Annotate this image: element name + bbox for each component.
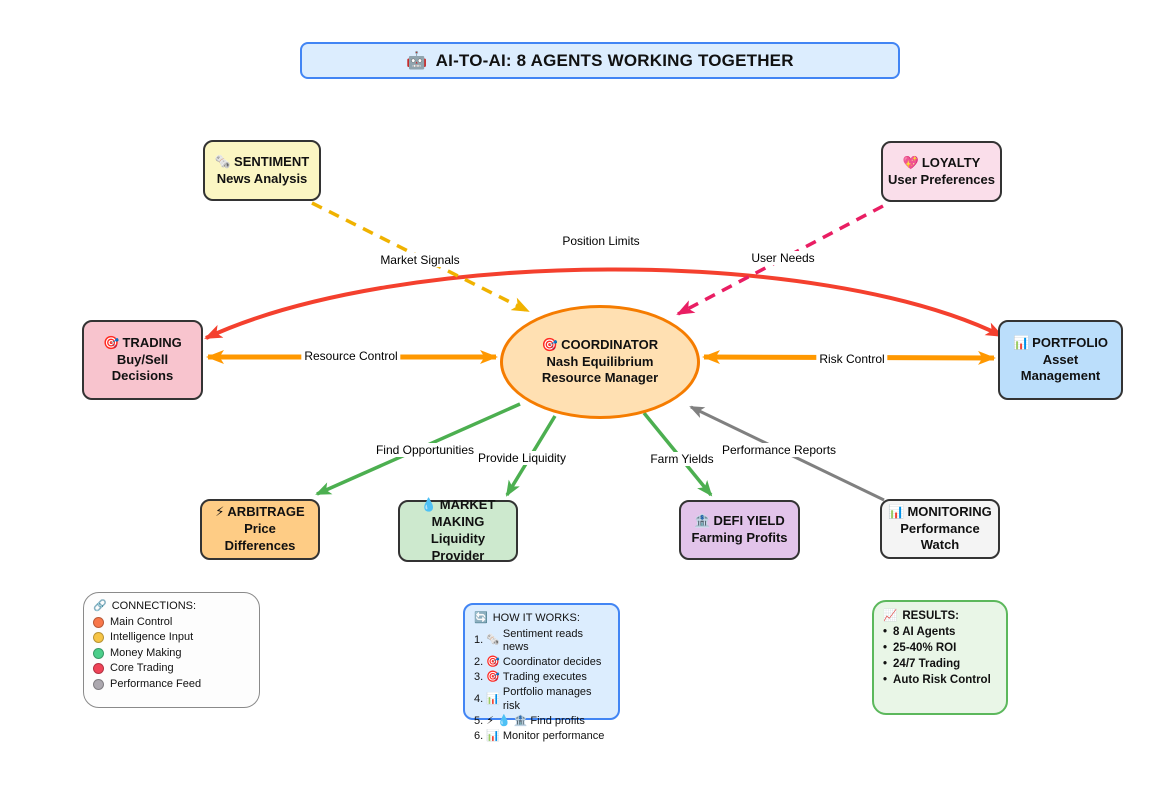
target-icon: 🎯 (541, 336, 559, 352)
result-item-risk: • Auto Risk Control (883, 674, 991, 686)
how-step-4: 4. 📊 Portfolio manages risk (474, 686, 592, 712)
how-step-6: 6. 📊 Monitor performance (474, 729, 605, 742)
how-it-works-title: 🔄 HOW IT WORKS: (474, 612, 580, 624)
how-step-1: 1. 🗞️ Sentiment reads news (474, 627, 583, 653)
how-step-5: 5. ⚡ 💧 🏦 Find profits (474, 714, 585, 727)
target-icon: 🎯 (486, 671, 500, 683)
connections-legend (83, 592, 260, 708)
edge-label-farm-yields: Farm Yields (647, 452, 716, 466)
node-trading (82, 320, 203, 400)
node-defi-yield (679, 500, 800, 560)
legend-item-money-making: Money Making (93, 647, 250, 661)
bar-chart-icon: 📊 (888, 503, 905, 519)
edge-label-resource-control: Resource Control (301, 349, 400, 363)
newspaper-icon: 🗞️ (214, 153, 232, 169)
legend-item-main-control: Main Control (93, 616, 250, 630)
bullet: • (883, 642, 888, 654)
droplet-icon: 💧 (420, 497, 437, 513)
robot-icon: 🤖 (406, 50, 428, 70)
node-portfolio (998, 320, 1123, 400)
chart-increasing-icon: 📈 (883, 610, 898, 622)
heart-icon: 💖 (902, 154, 919, 170)
node-sentiment-subtitle: News Analysis (216, 170, 308, 186)
red-circle-icon (93, 663, 104, 674)
legend-item-core-trading: Core Trading (93, 662, 250, 676)
node-market-making (398, 497, 518, 563)
bar-chart-icon: 📊 (1012, 334, 1030, 350)
node-trading-title: 🎯 TRADING (103, 334, 182, 350)
result-item-trading: • 24/7 Trading (883, 658, 961, 670)
node-coordinator-line2: Nash Equilibrium (546, 353, 654, 369)
target-icon: 🎯 (486, 656, 500, 668)
bullet: • (883, 658, 888, 670)
how-step-2: 2. 🎯 Coordinator decides (474, 656, 602, 668)
node-coordinator (500, 305, 700, 419)
results-panel (872, 600, 1008, 715)
node-loyalty-subtitle: User Preferences (888, 171, 995, 187)
edge-label-provide-liquidity: Provide Liquidity (475, 451, 569, 465)
node-portfolio-title: 📊 PORTFOLIO (1012, 334, 1109, 350)
connections-legend-title: 🔗 CONNECTIONS: (93, 600, 197, 612)
node-monitoring (880, 499, 1000, 559)
node-portfolio-subtitle: Asset Management (1020, 351, 1101, 384)
edge-label-performance-reports: Performance Reports (719, 443, 839, 457)
node-monitoring-subtitle: Performance Watch (900, 520, 980, 553)
how-it-works-panel (463, 603, 620, 742)
node-loyalty (881, 141, 1002, 202)
bar-chart-icon: 📊 (486, 692, 500, 705)
node-defi-yield-subtitle: Farming Profits (691, 530, 788, 545)
bar-chart-icon: 📊 (486, 729, 500, 742)
node-arbitrage-subtitle: Price Differences (224, 521, 296, 553)
bullet: • (883, 674, 888, 686)
yellow-circle-icon (93, 632, 104, 643)
orange-circle-icon (93, 617, 104, 628)
node-market-making-title: 💧 MARKET MAKING (420, 497, 496, 530)
result-item-roi: • 25-40% ROI (883, 642, 957, 654)
node-sentiment-title: 🗞️ SENTIMENT (214, 153, 310, 169)
how-step-3: 3. 🎯 Trading executes (474, 671, 587, 683)
bank-icon: 🏦 (694, 513, 711, 529)
green-circle-icon (93, 648, 104, 659)
edge-label-market-signals: Market Signals (377, 253, 462, 267)
edge-label-user-needs: User Needs (748, 251, 817, 265)
node-defi-yield-title: 🏦 DEFI YIELD (694, 513, 785, 529)
node-arbitrage-title: ⚡ ARBITRAGE (215, 504, 305, 520)
node-sentiment (203, 140, 321, 201)
node-monitoring-title: 📊 MONITORING (888, 503, 992, 519)
newspaper-icon: 🗞️ (486, 634, 500, 647)
edge-label-risk-control: Risk Control (816, 352, 887, 366)
legend-item-intelligence-input: Intelligence Input (93, 631, 250, 645)
lightning-droplet-bank-icons: ⚡ 💧 🏦 (486, 714, 528, 727)
cycle-arrows-icon: 🔄 (474, 612, 488, 624)
results-title: 📈 RESULTS: (883, 610, 959, 622)
result-item-agents: • 8 AI Agents (883, 626, 956, 638)
node-market-making-subtitle: Liquidity Provider (430, 531, 486, 563)
diagram-title (300, 42, 900, 79)
node-trading-subtitle: Buy/Sell Decisions (111, 351, 174, 384)
node-coordinator-title: 🎯 COORDINATOR (541, 336, 659, 352)
legend-item-performance-feed: Performance Feed (93, 678, 250, 692)
diagram-title-text: AI-TO-AI: 8 AGENTS WORKING TOGETHER (435, 50, 794, 70)
target-icon: 🎯 (103, 334, 120, 350)
node-coordinator-line3: Resource Manager (541, 370, 659, 386)
bullet: • (883, 626, 888, 638)
edge-label-find-opportunities: Find Opportunities (373, 443, 477, 457)
link-icon: 🔗 (93, 600, 107, 612)
lightning-icon: ⚡ (215, 504, 225, 520)
node-arbitrage (200, 499, 320, 560)
edge-label-position-limits: Position Limits (559, 234, 642, 248)
node-loyalty-title: 💖 LOYALTY (902, 154, 981, 170)
gray-circle-icon (93, 679, 104, 690)
